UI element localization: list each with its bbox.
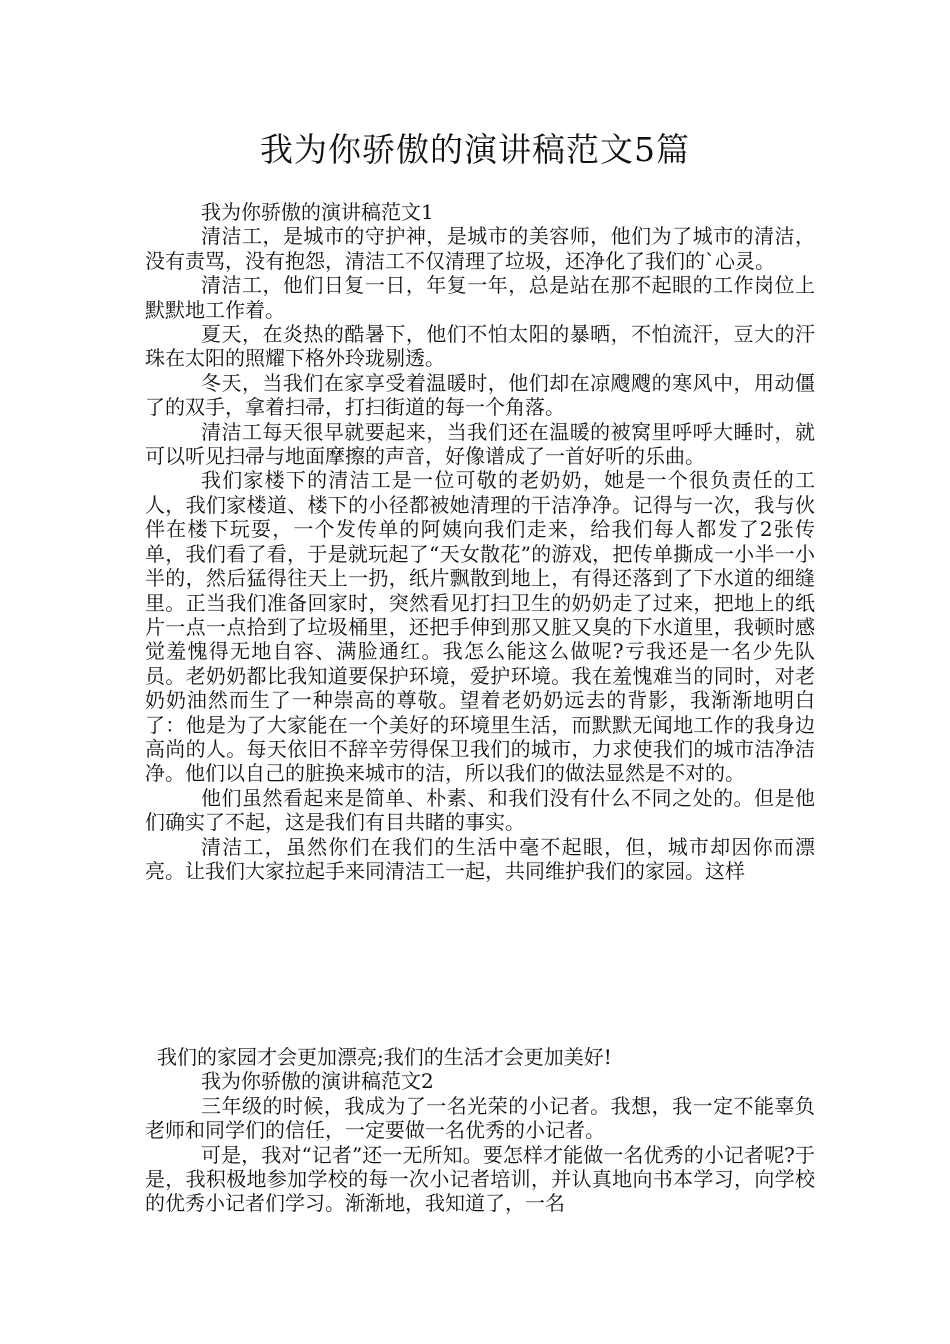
paragraph: 冬天，当我们在家享受着温暖时，他们却在凉飕飕的寒风中，用动僵了的双手，拿着扫帚，打扫街道的每一个角落。	[145, 370, 815, 420]
paragraph: 清洁工每天很早就要起来，当我们还在温暖的被窝里呼呼大睡时，就可以听见扫帚与地面摩擦的声音，好像谱成了一首好听的乐曲。	[145, 419, 815, 469]
section-heading: 我为你骄傲的演讲稿范文2	[201, 1069, 434, 1094]
section-1	[145, 200, 815, 883]
section-2	[145, 1045, 815, 1216]
paragraph: 夏天，在炎热的酷暑下，他们不怕太阳的暴晒，不怕流汗，豆大的汗珠在太阳的照耀下格外玲珑剔透。	[145, 322, 815, 371]
continuation-line: 我们的家园才会更加漂亮;我们的生活才会更加美好!	[157, 1045, 612, 1069]
paragraph: 我们家楼下的清洁工是一位可敬的老奶奶，她是一个很负责任的工人，我们家楼道、楼下的小径都被她清理的干洁净净。记得与一次，我与伙伴在楼下玩耍，一个发传单的阿姨向我们走来，给我们每人都发了2张传单，我们看了看，于是就玩起了“天女散花”的游戏，把传单撕成一小半一小半的，然后猛得往天上一扔，纸片飘散到地上，有得还落到了下水道的细缝里。正当我们准备回家时，突然看见打扫卫生的奶奶走了过来，把地上的纸片一点一点拾到了垃圾桶里，还把手伸到那又脏又臭的下水道里，我顿时感觉羞愧得无地自容、满脸通红。我怎么能这么做呢?亏我还是一名少先队员。老奶奶都比我知道要保护环境，爱护环境。我在羞愧难当的同时，对老奶奶油然而生了一种崇高的尊敬。望着老奶奶远去的背影，我渐渐地明白了：他是为了大家能在一个美好的环境里生活，而默默无闻地工作的我身边高尚的人。每天依旧不辞辛劳得保卫我们的城市，力求使我们的城市洁净洁净。他们以自己的脏换来城市的洁，所以我们的做法显然是不对的。	[145, 468, 815, 786]
paragraph: 清洁工，他们日复一日，年复一年，总是站在那不起眼的工作岗位上默默地工作着。	[145, 273, 815, 322]
paragraph: 他们虽然看起来是简单、朴素、和我们没有什么不同之处的。但是他们确实了不起，这是我们有目共睹的事实。	[145, 785, 815, 835]
paragraph: 清洁工，是城市的守护神，是城市的美容师，他们为了城市的清洁，没有责骂，没有抱怨，清洁工不仅清理了垃圾，还净化了我们的`心灵。	[145, 224, 815, 273]
paragraph: 三年级的时候，我成为了一名光荣的小记者。我想，我一定不能辜负老师和同学们的信任，一定要做一名优秀的小记者。	[145, 1093, 815, 1143]
paragraph: 可是，我对“记者”还一无所知。要怎样才能做一名优秀的小记者呢?于是，我积极地参加学校的每一次小记者培训，并认真地向书本学习，向学校的优秀小记者们学习。渐渐地，我知道了，一名	[145, 1142, 815, 1216]
section-heading: 我为你骄傲的演讲稿范文1	[201, 200, 434, 224]
document-title: 我为你骄傲的演讲稿范文5篇	[260, 130, 690, 169]
paragraph: 清洁工，虽然你们在我们的生活中毫不起眼，但，城市却因你而漂亮。让我们大家拉起手来同清洁工一起，共同维护我们的家园。这样	[145, 834, 815, 883]
